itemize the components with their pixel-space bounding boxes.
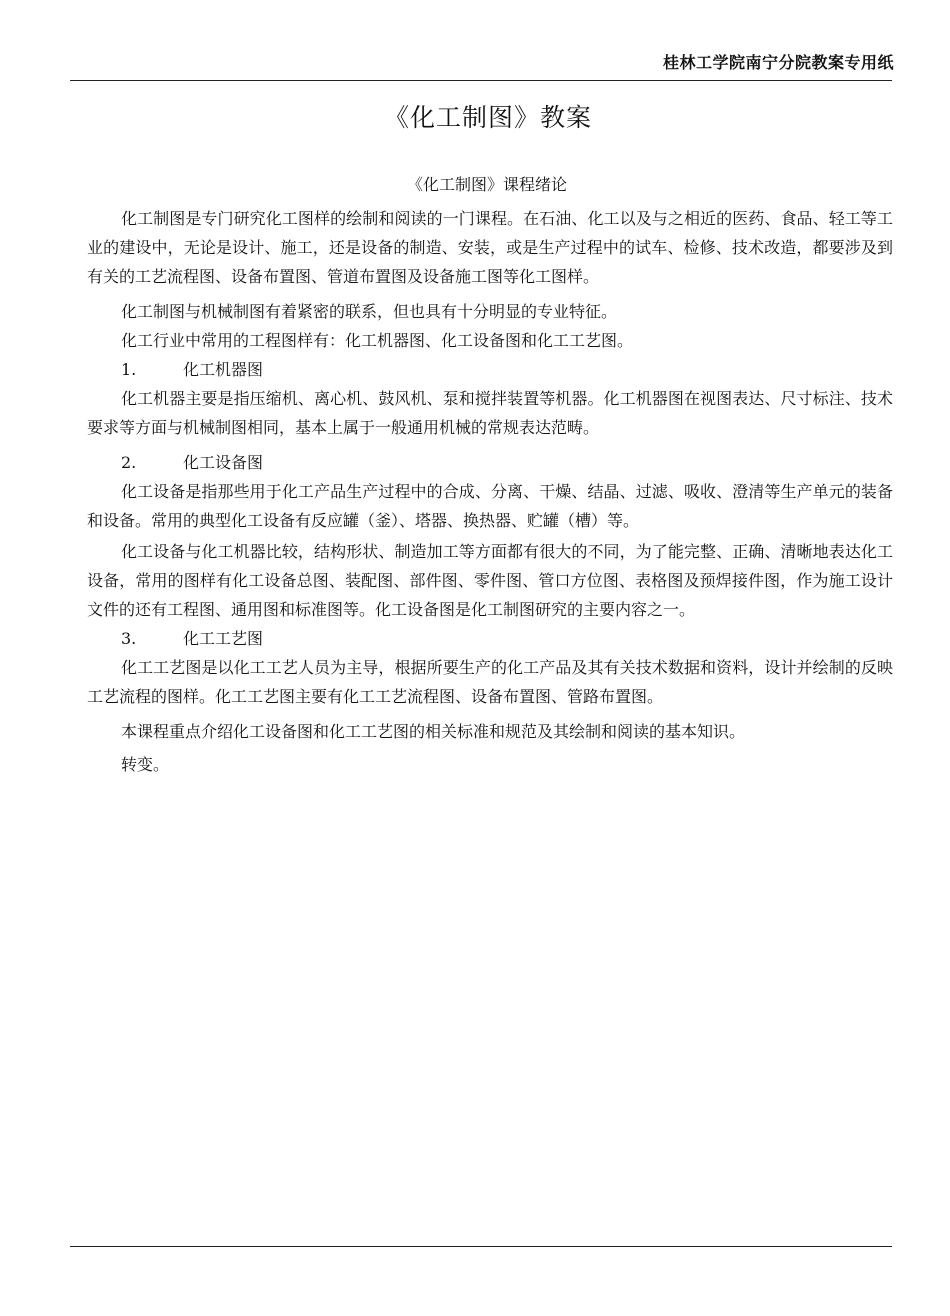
- header-divider: [70, 80, 892, 81]
- section-label: 化工机器图: [183, 360, 264, 379]
- footer-divider: [70, 1246, 892, 1247]
- section-heading-process: [87, 624, 893, 653]
- section-number: 1.: [121, 360, 137, 379]
- section-number: 2.: [121, 453, 137, 472]
- document-subtitle: 《化工制图》课程绪论: [406, 175, 567, 194]
- paragraph-drawing-types: 化工行业中常用的工程图样有：化工机器图、化工设备图和化工工艺图。: [121, 331, 634, 350]
- document-title: 《化工制图》教案: [383, 103, 592, 132]
- paragraph-transition: 转变。: [121, 755, 170, 774]
- paragraph-course-focus: 本课程重点介绍化工设备图和化工工艺图的相关标准和规范及其绘制和阅读的基本知识。: [121, 722, 746, 741]
- section-number: 3.: [121, 629, 137, 648]
- institution-header: 桂林工学院南宁分院教案专用纸: [662, 53, 894, 72]
- paragraph-machine: 化工机器主要是指压缩机、离心机、鼓风机、泵和搅拌装置等机器。化工机器图在视图表达、尺寸标注、技术要求等方面与机械制图相同，基本上属于一般通用机械的常规表达范畴。: [87, 389, 893, 437]
- paragraph-equipment: 化工设备是指那些用于化工产品生产过程中的合成、分离、干燥、结晶、过滤、吸收、澄清等生产单元的装备和设备。常用的典型化工设备有反应罐（釜）、塔器、换热器、贮罐（槽）等。: [87, 482, 893, 530]
- paragraph-equipment-compare: 化工设备与化工机器比较，结构形状、制造加工等方面都有很大的不同，为了能完整、正确、清晰地表达化工设备，常用的图样有化工设备总图、装配图、部件图、零件图、管口方位图、表格图及预焊接件图，作为施工设计文件的还有工程图、通用图和标准图等。化工设备图是化工制图研究的主要内容之一。: [87, 542, 893, 619]
- paragraph-relation: 化工制图与机械制图有着紧密的联系，但也具有十分明显的专业特征。: [121, 302, 618, 321]
- document-body: [87, 200, 893, 779]
- paragraph-process: 化工工艺图是以化工工艺人员为主导，根据所要生产的化工产品及其有关技术数据和资料，设计并绘制的反映工艺流程的图样。化工工艺图主要有化工工艺流程图、设备布置图、管路布置图。: [87, 658, 893, 706]
- section-label: 化工设备图: [183, 453, 264, 472]
- section-label: 化工工艺图: [183, 629, 264, 648]
- section-heading-equipment: [87, 448, 893, 477]
- section-heading-machine: [87, 355, 893, 384]
- paragraph-intro: 化工制图是专门研究化工图样的绘制和阅读的一门课程。在石油、化工以及与之相近的医药、食品、轻工等工业的建设中，无论是设计、施工，还是设备的制造、安装，或是生产过程中的试车、检修、技术改造，都要涉及到有关的工艺流程图、设备布置图、管道布置图及设备施工图等化工图样。: [87, 209, 893, 286]
